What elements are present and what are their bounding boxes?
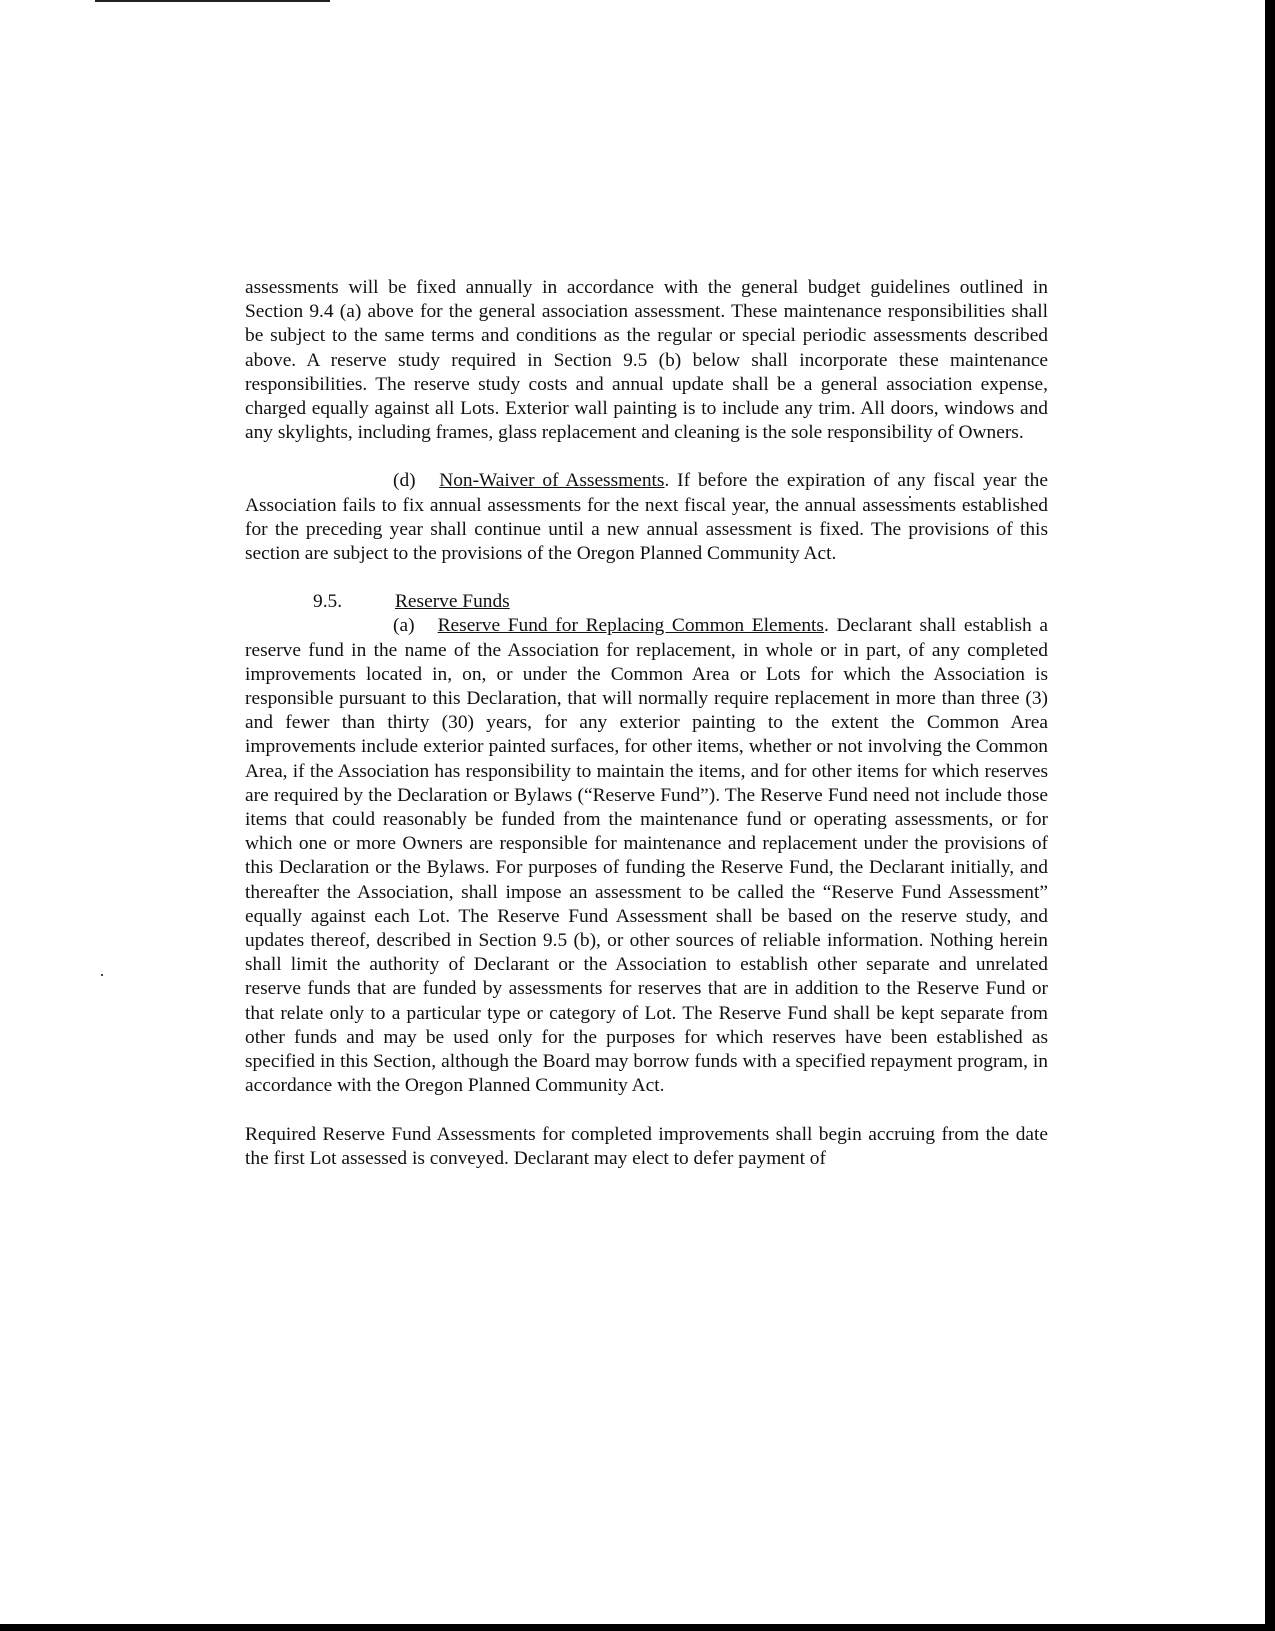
scan-artifact-bottom-border [0, 1624, 1275, 1631]
subsection-a-text: . Declarant shall establish a reserve fund in the name of the Association for replacement, in whole or in part, of any completed improvements located in, on, or under the Common Area or Lots for which the Association is responsible pursuant to this Declaration, that will normally require replacement in more than three (3) and fewer than thirty (30) years, for any exterior painting to the extent the Common Area improvements include exterior painted surfaces, for other items, whether or not involving the Common Area, if the Association has responsibility to maintain the items, and for other items for which reserves are required by the Declaration or Bylaws (“Reserve Fund”). The Reserve Fund need not include those items that could reasonably be funded from the maintenance fund or operating assessments, or for which one or more Owners are responsible for maintenance and replacement under the provisions of this Declaration or the Bylaws. For purposes of funding the Reserve Fund, the Declarant initially, and thereafter the Association, shall impose an assessment to be called the “Reserve Fund Assessment” equally against each Lot. The Reserve Fund Assessment shall be based on the reserve study, and updates thereof, described in Section 9.5 (b), or other sources of reliable information. Nothing herein shall limit the authority of Declarant or the Association to establish other separate and unrelated reserve funds that are funded by assessments for reserves that are in addition to the Reserve Fund or that relate only to a particular type or category of Lot. The Reserve Fund shall be kept separate from other funds and may be used only for the purposes for which reserves have been established as specified in this Section, although the Board may borrow funds with a specified repayment program, in accordance with the Oregon Planned Community Act. [245, 615, 1049, 1097]
section-number: 9.5. [313, 591, 343, 613]
subsection-d-marker: (d) [393, 470, 416, 492]
paragraph-continued: assessments will be fixed annually in accordance with the general budget guidelines outlined in Section 9.4 (a) above for the general association assessment. These maintenance responsibilities shall be subject to the same terms and conditions as the regular or special periodic assessments described above. A reserve study required in Section 9.5 (b) below shall incorporate these maintenance responsibilities. The reserve study costs and annual update shall be a general association expense, charged equally against all Lots. Exterior wall painting is to include any trim. All doors, windows and any skylights, including frames, glass replacement and cleaning is the sole responsibility of Owners. [245, 277, 1048, 444]
subsection-a-marker: (a) [393, 615, 415, 637]
scan-speck [101, 974, 103, 976]
subsection-a [245, 614, 1048, 1098]
subsection-d [245, 469, 1048, 566]
paragraph-required-assessments: Required Reserve Fund Assessments for completed improvements shall begin accruing from the date the first Lot assessed is conveyed. Declarant may elect to defer payment of [245, 1123, 1048, 1169]
subsection-d-text: . If before the expiration of any fiscal year the Association fails to fix annual assessments for the next fiscal year, the annual assessments established for the preceding year shall continue until a new annual assessment is fixed. The provisions of this section are subject to the provisions of the Oregon Planned Community Act. [245, 470, 1048, 565]
section-title: Reserve Funds [395, 591, 510, 613]
document-body [245, 276, 1048, 1171]
scan-artifact-top-line [95, 0, 330, 2]
scan-artifact-right-border [1265, 0, 1275, 1631]
subsection-d-title: Non-Waiver of Assessments [439, 470, 665, 492]
subsection-a-title: Reserve Fund for Replacing Common Elements [437, 615, 824, 637]
section-heading-9-5 [245, 590, 1048, 614]
